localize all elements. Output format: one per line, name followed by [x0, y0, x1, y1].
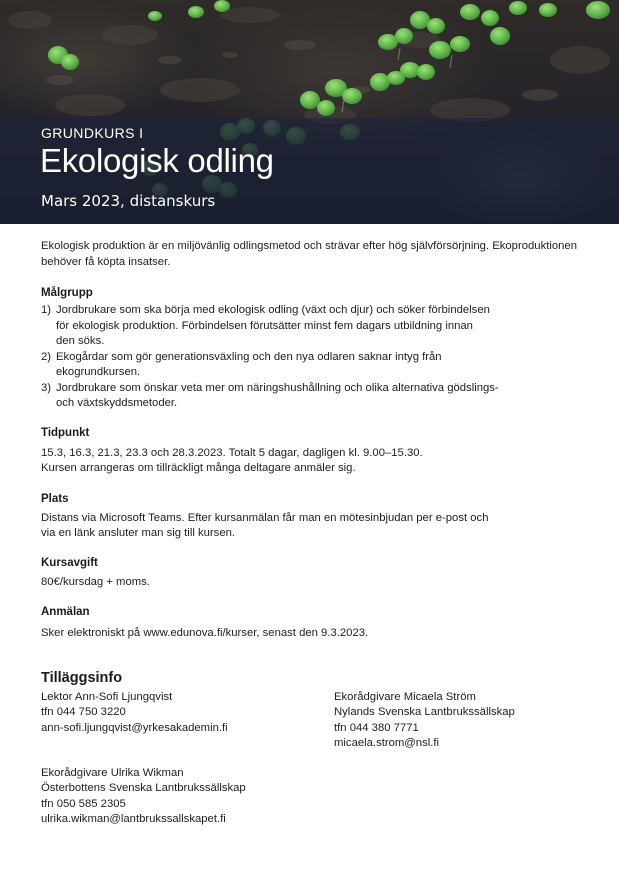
heading-plats: Plats — [41, 493, 69, 505]
course-kicker: GRUNDKURS I — [41, 125, 144, 141]
list-item-line: ekogrundkursen. — [56, 366, 141, 378]
list-item-line: Jordbrukare som önskar veta mer om näringshushållning och olika alternativa gödslings- — [56, 381, 499, 394]
contact-phone: tfn 044 380 7771 — [334, 721, 419, 734]
contact-phone: tfn 050 585 2305 — [41, 797, 126, 810]
contact-name: Ekorådgivare Ulrika Wikman — [41, 767, 184, 779]
contact-name: Lektor Ann-Sofi Ljungqvist — [41, 691, 173, 703]
contact-name: Ekorådgivare Micaela Ström — [334, 691, 476, 703]
heading-malgrupp: Målgrupp — [41, 287, 93, 299]
contact-organization: Österbottens Svenska Lantbrukssällskap — [41, 782, 246, 795]
kursavgift-price: 80€/kursdag + moms. — [41, 576, 150, 588]
target-group-list — [41, 303, 499, 412]
contact-email: ann-sofi.ljungqvist@yrkesakademin.fi — [41, 721, 228, 734]
list-number: 1) — [41, 304, 52, 316]
list-number: 3) — [41, 381, 52, 394]
tidpunkt-dates: 15.3, 16.3, 21.3, 23.3 och 28.3.2023. Totalt 5 dagar, dagligen kl. 9.00–15.30. — [41, 447, 423, 459]
heading-tillaggsinfo: Tilläggsinfo — [41, 670, 123, 686]
list-item-line: Jordbrukare som ska börja med ekologisk odling (växt och djur) och söker förbindelsen — [56, 304, 490, 316]
intro-paragraph: Ekologisk produktion är en miljövänlig odlingsmetod och strävar efter hög självförsörjning. Ekoproduktionen behöver få köpta insatser. — [41, 240, 577, 268]
contact-email: micaela.strom@nsl.fi — [334, 736, 440, 749]
list-item — [41, 350, 499, 381]
list-number: 2) — [41, 350, 52, 363]
contact-phone: tfn 044 750 3220 — [41, 706, 126, 719]
contact-card — [334, 690, 515, 751]
anmalan-text: Sker elektroniskt på www.edunova.fi/kurser, senast den 9.3.2023. — [41, 627, 369, 639]
heading-kursavgift: Kursavgift — [41, 557, 98, 569]
list-item — [41, 381, 499, 412]
list-item-line: för ekologisk produktion. Förbindelsen förutsätter minst fem dagars utbildning innan — [56, 319, 473, 332]
contact-organization: Nylands Svenska Lantbrukssällskap — [334, 706, 515, 719]
heading-anmalan: Anmälan — [41, 606, 90, 618]
tidpunkt-note: Kursen arrangeras om tillräckligt många deltagare anmäler sig. — [41, 462, 356, 474]
list-item-line: Ekogårdar som gör generationsväxling och den nya odlaren saknar intyg från — [56, 350, 442, 363]
heading-tidpunkt: Tidpunkt — [41, 427, 90, 439]
plats-line-1: Distans via Microsoft Teams. Efter kursanmälan får man en mötesinbjudan per e-post och — [41, 512, 489, 524]
contact-card — [41, 766, 246, 827]
list-item — [41, 303, 499, 350]
course-date-subtitle: Mars 2023, distanskurs — [41, 192, 216, 210]
list-item-line: den söks. — [56, 335, 105, 347]
hero-banner — [0, 0, 619, 224]
list-item-line: och växtskyddsmetoder. — [56, 397, 178, 409]
plats-line-2: via en länk ansluter man sig till kursen. — [41, 527, 236, 539]
contact-email: ulrika.wikman@lantbrukssallskapet.fi — [41, 812, 226, 825]
page-title: Ekologisk odling — [40, 142, 274, 179]
contact-card — [41, 690, 228, 736]
